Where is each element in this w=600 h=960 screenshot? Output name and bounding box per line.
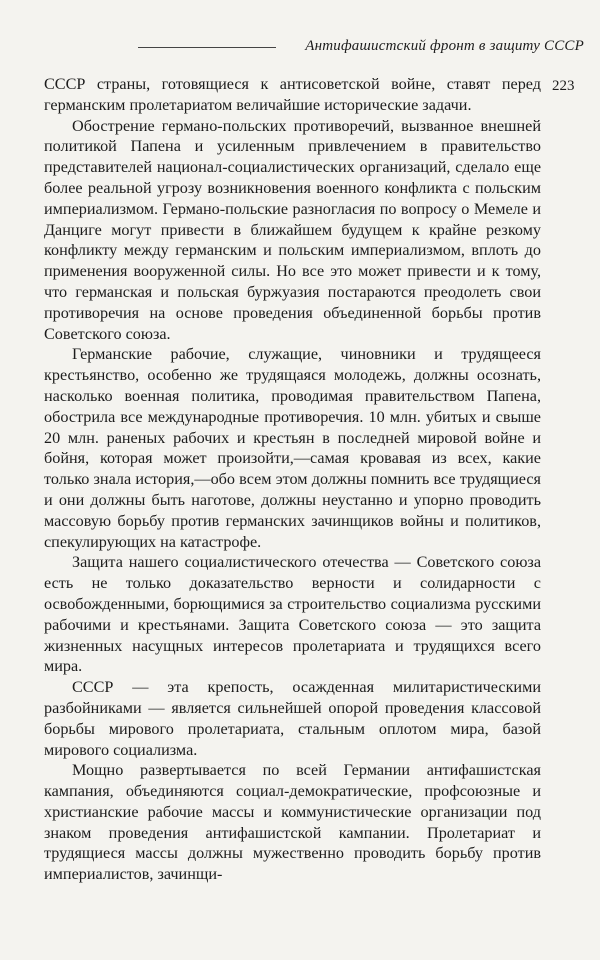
paragraph: Обострение германо-польских противоречий, вызванное внешней политикой Папена и усиленным привлечением в правительство представителей национал-социалистических организаций, сделало еще более реальной угрозу возникновения военного конфликта с польским империализмом. Германо-польские разногласия по вопросу о Мемеле и Данциге могут привести в ближайшем будущем к крайне резкому конфликту между германским и польским империализмом, вплоть до применения вооруженной силы. Но все это может привести и к тому, что германская и польская буржуазия постараются преодолеть свои противоречия на основе проведения объединенной борьбы против Советского союза. <box>44 116 541 343</box>
page-number: 223 <box>552 78 575 94</box>
paragraph: СССР — эта крепость, осажденная милитаристическими разбойниками — является сильнейшей опорой проведения классовой борьбы мирового пролетариата, стальным оплотом мира, базой мирового социализма. <box>44 678 541 759</box>
paragraph: СССР страны, готовящиеся к антисоветской войне, ставят перед германским пролетариатом величайшие исторические задачи. <box>44 75 541 114</box>
running-header <box>0 38 600 60</box>
running-title: Антифашистский фронт в защиту СССР <box>305 38 584 54</box>
paragraph: Защита нашего социалистического отечества — Советского союза есть не только доказательство верности и солидарности с освобожденными, борющимися за строительство социализма русскими рабочими и крестьянами. Защита Советского союза — это защита жизненных насущных интересов пролетариата и трудящихся всего мира. <box>44 553 541 676</box>
paragraph: Германские рабочие, служащие, чиновники и трудящееся крестьянство, особенно же трудящаяся молодежь, должны осознать, насколько военная политика, проводимая правительством Папена, обострила все международные противоречия. 10 млн. убитых и свыше 20 млн. раненых рабочих и крестьян в последней мировой войне и бойня, которая может произойти,—самая кровавая из всех, какие только знала история,—обо всем этом должны помнить все трудящиеся и они должны быть наготове, должны неустанно и упорно проводить массовую борьбу против германских зачинщиков войны и политиков, спекулирующих на катастрофе. <box>44 345 541 551</box>
header-rule <box>138 47 276 48</box>
paragraph: Мощно развертывается по всей Германии антифашистская кампания, объединяются социал-демократические, профсоюзные и христианские рабочие массы и коммунистические организации под знаком проведения антифашистской кампании. Пролетариат и трудящиеся массы должны мужественно проводить борьбу против империалистов, зачинщи- <box>44 761 541 884</box>
body-text <box>44 74 541 885</box>
